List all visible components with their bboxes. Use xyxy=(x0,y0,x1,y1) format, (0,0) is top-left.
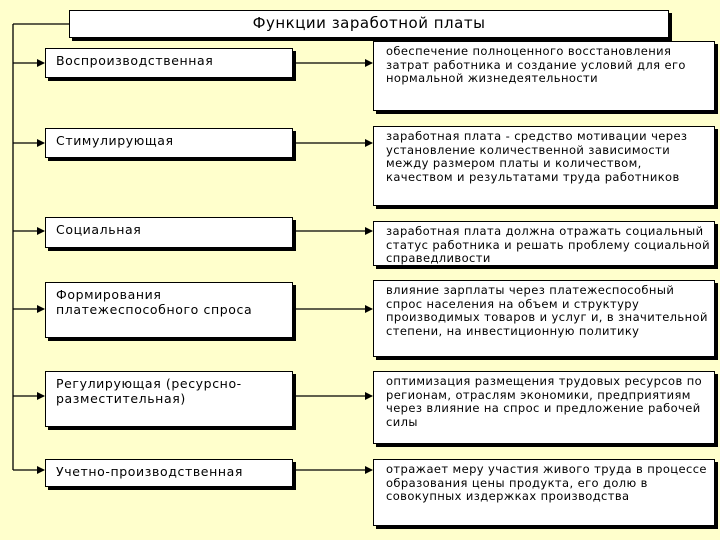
function-box-reproductive: Воспроизводственная xyxy=(45,48,293,78)
description-box-stimulating: заработная плата - средство мотивации через установление количественной зависимости между размером платы и количеством, качеством и результатами труда работников xyxy=(373,126,715,206)
description-box-regulating: оптимизация размещения трудовых ресурсов по регионам, отраслям экономики, предприятиям через влияние на спрос и предложение рабочей силы xyxy=(373,371,715,444)
description-box-accounting: отражает меру участия живого труда в процессе образования цены продукта, его долю в совокупных издержках производства xyxy=(373,459,715,526)
function-box-regulating: Регулирующая (ресурсно-разместительная) xyxy=(45,371,293,427)
description-box-reproductive: обеспечение полноценного восстановления затрат работника и создание условий для его нормальной жизнедеятельности xyxy=(373,41,715,111)
function-box-demand: Формирования платежеспособного спроса xyxy=(45,282,293,338)
diagram-title: Функции заработной платы xyxy=(69,10,669,38)
description-box-social: заработная плата должна отражать социальный статус работника и решать проблему социальной справедливости xyxy=(373,221,715,266)
function-box-social: Социальная xyxy=(45,217,293,248)
description-box-demand: влияние зарплаты через платежеспособный спрос населения на объем и структуру производимых товаров и услуг и, в значительной степени, на инвестиционную политику xyxy=(373,280,715,357)
function-box-accounting: Учетно-производственная xyxy=(45,459,293,487)
function-box-stimulating: Стимулирующая xyxy=(45,128,293,158)
